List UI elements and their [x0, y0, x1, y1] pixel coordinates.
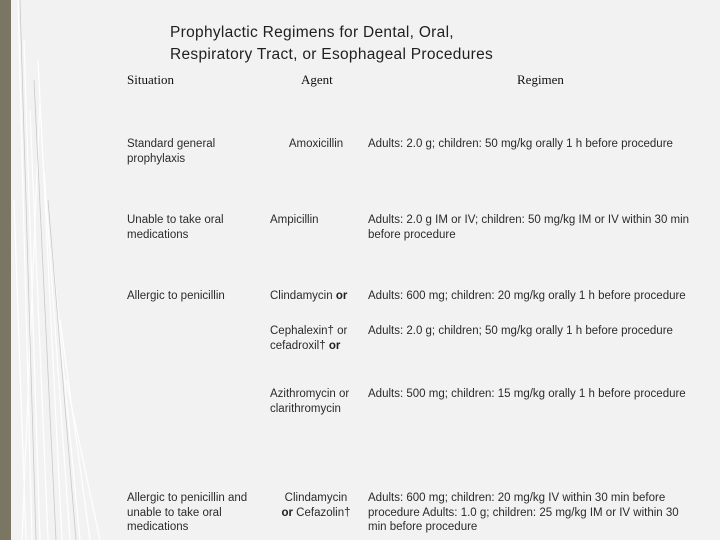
row-4-agent-conj: or	[328, 339, 341, 352]
decorative-lines	[0, 0, 110, 540]
row-4-regimen: Adults: 2.0 g; children; 50 mg/kg orally 1 h before procedure	[368, 325, 673, 337]
row-3-agent-name: Clindamycin	[270, 290, 333, 302]
row-1-regimen: Adults: 2.0 g; children: 50 mg/kg orally 1 h before procedure	[368, 138, 673, 150]
row-6-agent-name: Clindamycin	[284, 492, 348, 504]
row-5-regimen: Adults: 500 mg; children: 15 mg/kg orally 1 h before procedure	[368, 388, 686, 400]
row-3-agent	[270, 289, 370, 304]
row-3-regimen: Adults: 600 mg; children: 20 mg/kg orally 1 h before procedure	[368, 290, 686, 302]
row-6-regimen: Adults: 600 mg; children: 20 mg/kg IV within 30 min before procedure Adults: 1.0 g; children: 25 mg/kg IM or IV within 30 min before procedure	[368, 492, 679, 533]
header-situation: Situation	[127, 72, 174, 87]
row-6-situation: Allergic to penicillin and unable to take oral medications	[127, 492, 248, 533]
row-3-agent-conj: or	[335, 290, 348, 302]
row-2-situation: Unable to take oral medications	[127, 214, 224, 241]
title-line-2: Respiratory Tract, or Esophageal Procedures	[170, 46, 494, 63]
row-4-agent	[270, 324, 362, 353]
row-6-agent-after: Cefazolin†	[296, 506, 351, 519]
header-agent: Agent	[301, 72, 333, 87]
row-2-agent: Ampicillin	[270, 214, 319, 226]
row-6-agent	[270, 491, 362, 520]
row-3-situation: Allergic to penicillin	[127, 290, 225, 302]
row-1-agent: Amoxicillin	[288, 138, 344, 150]
slide-title	[170, 22, 690, 66]
row-1-situation: Standard general prophylaxis	[127, 138, 216, 165]
row-6-agent-conj: or	[281, 506, 293, 519]
title-line-1: Prophylactic Regimens for Dental, Oral,	[170, 24, 454, 41]
row-4-agent-name: Cephalexin† or cefadroxil†	[270, 325, 348, 352]
header-regimen: Regimen	[517, 72, 564, 87]
row-2-regimen: Adults: 2.0 g IM or IV; children: 50 mg/kg IM or IV within 30 min before procedure	[368, 214, 690, 241]
row-5-agent: Azithromycin or clarithromycin	[270, 388, 350, 415]
